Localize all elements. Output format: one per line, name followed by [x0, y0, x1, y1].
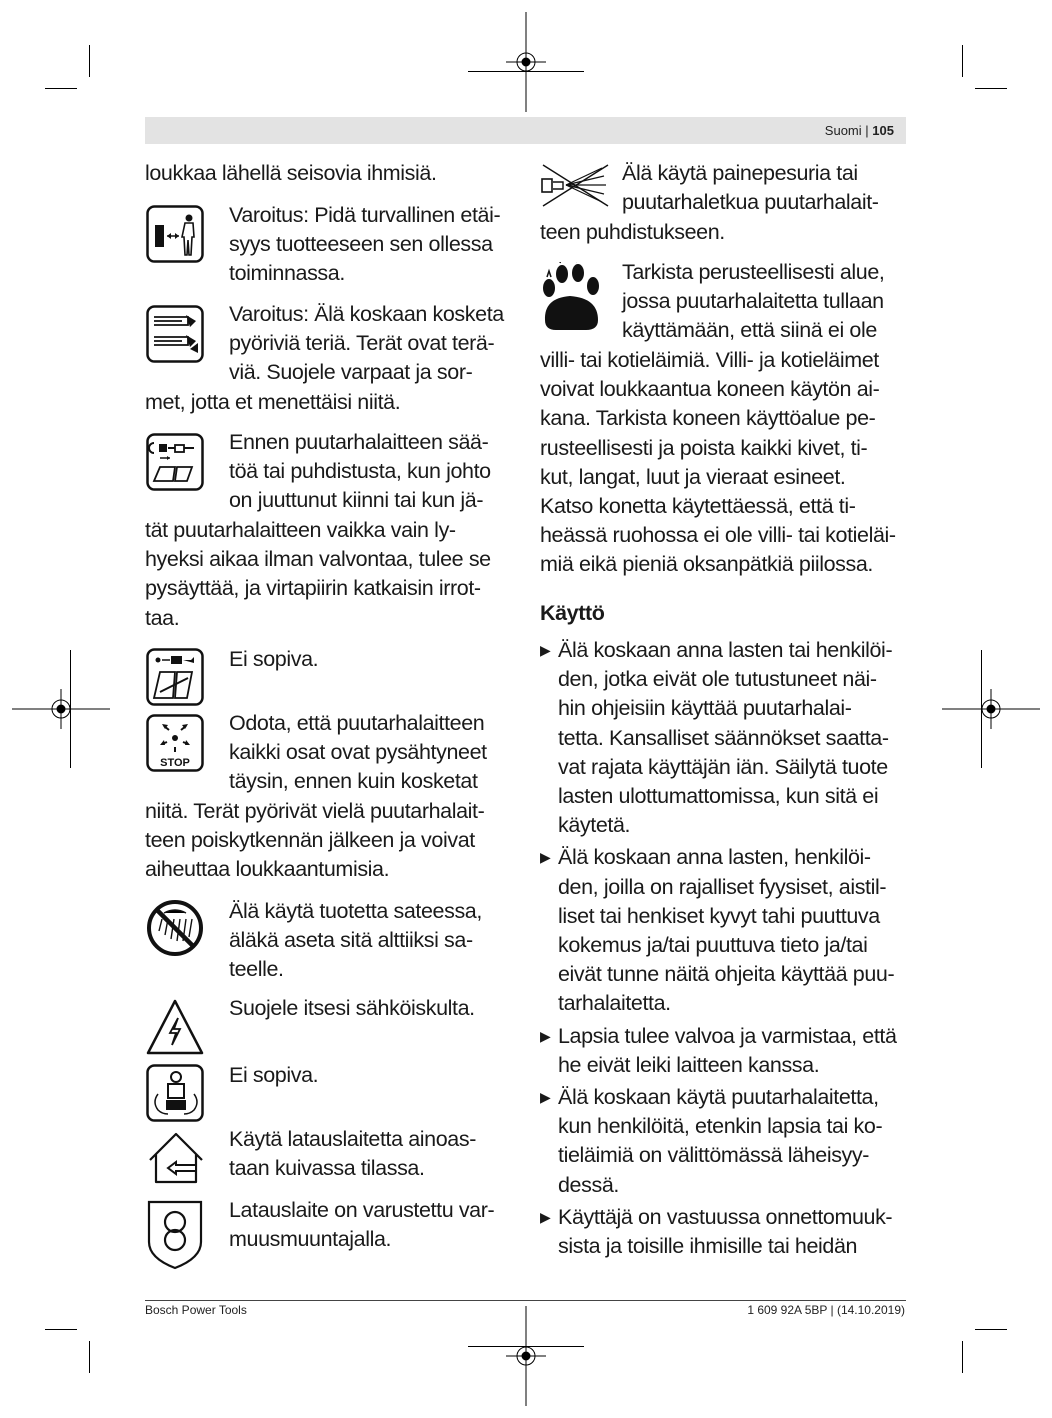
list-item — [540, 1203, 910, 1261]
item-stop-cont — [145, 797, 515, 885]
item-safe-distance — [229, 201, 519, 289]
text-line: Latauslaite on varustettu var- — [229, 1198, 495, 1222]
bullet-list — [540, 636, 910, 1261]
text-line: tät puutarhalaitteen vaikka vain ly- — [145, 518, 456, 542]
text-line: viä. Suojele varpaat ja sor- — [229, 360, 473, 385]
text-line: Älä koskaan anna lasten, henkilöi- — [558, 845, 871, 870]
text-line: Lapsia tulee valvoa ja varmistaa, että — [558, 1023, 897, 1048]
text-line: toiminnassa. — [229, 261, 345, 286]
text-line: teen poiskytkennän jälkeen ja voivat — [145, 828, 475, 853]
intro-line: loukkaa lähellä seisovia ihmisiä. — [145, 161, 437, 185]
text-line: vat rajata käyttäjän iän. Säilytä tuote — [558, 754, 888, 779]
text-line: töä tai puhdistusta, kun johto — [229, 459, 491, 484]
page-number: 105 — [872, 123, 894, 138]
text-line: heässä ruohossa ei ole villi- tai kotieläi- — [540, 523, 896, 548]
text-line: kana. Tarkista koneen käyttöalue pe- — [540, 406, 876, 431]
text-line: lasten ulottumattomissa, kun sitä ei — [558, 784, 879, 809]
text-line: villi- tai kotieläimiä. Villi- ja kotieläimet — [540, 348, 879, 372]
text-line: eivät tunne näitä ohjeita käyttää puu- — [558, 962, 895, 987]
footer-right: 1 609 92A 5BP | (14.10.2019) — [747, 1303, 905, 1317]
left-column — [145, 159, 515, 188]
text-line: pysäyttää, ja virtapiirin katkaisin irrot- — [145, 576, 481, 601]
text-line: tarhalaitetta. — [558, 991, 671, 1016]
text-line: hyeksi aikaa ilman valvontaa, tulee se — [145, 547, 491, 572]
text-line: Käytä latauslaitetta ainoas- — [229, 1127, 476, 1151]
text-line: teen puhdistukseen. — [540, 220, 725, 244]
item-rotating-blades — [229, 300, 519, 388]
text-line: met, jotta et menettäisi niitä. — [145, 390, 401, 414]
no-rain-icon — [146, 899, 204, 957]
header-separator: | — [865, 123, 869, 138]
text-line: on juuttunut kiinni tai kun jä- — [229, 488, 484, 513]
text-line: kaikki osat ovat pysähtyneet — [229, 740, 487, 765]
bullet-arrow-icon: ▶ — [540, 642, 551, 658]
text-line: den, joilla on rajalliset fyysiset, aistil- — [558, 874, 887, 899]
text-line: tieläimiä on välittömässä läheisyy- — [558, 1143, 870, 1168]
text-line: Ei sopiva. — [229, 1063, 319, 1087]
text-line: aiheuttaa loukkaantumisia. — [145, 857, 390, 882]
text-line: puutarhaletkua puutarhalait- — [622, 190, 879, 215]
text-line: den, jotka eivät ole tutustuneet näi- — [558, 667, 877, 692]
text-line: Varoitus: Pidä turvallinen etäi- — [229, 203, 501, 227]
no-pressure-washer-icon — [540, 162, 612, 210]
text-line: hin ohjeisiin käyttää puutarhalai- — [558, 696, 852, 721]
bullet-arrow-icon: ▶ — [540, 1027, 551, 1044]
text-line: rusteellisesti ja poista kaikki kivet, ti- — [540, 435, 868, 460]
not-applicable-icon — [146, 648, 204, 706]
item-indoor-charger — [229, 1125, 519, 1183]
item-pressure-washer — [622, 159, 912, 217]
item-rotating-blades-cont — [145, 388, 515, 417]
safe-distance-icon — [146, 205, 204, 263]
text-line: Käyttäjä on vastuussa onnettomuuk- — [558, 1204, 893, 1229]
text-line: Tarkista perusteellisesti alue, — [622, 260, 885, 284]
operator-icon — [146, 1064, 204, 1122]
text-line: miä eikä pieniä oksanpätkiä piilossa. — [540, 552, 873, 577]
item-operator — [229, 1061, 519, 1090]
footer-rule — [145, 1300, 906, 1301]
text-line: käyttämään, että siinä ei ole — [622, 318, 877, 343]
text-line: Katso konetta käytettäessä, että ti- — [540, 494, 856, 519]
text-line: teelle. — [229, 957, 284, 982]
text-line: käytetä. — [558, 813, 631, 838]
section-heading: Käyttö — [540, 601, 605, 625]
text-line: Älä koskaan käytä puutarhalaitetta, — [558, 1085, 879, 1110]
text-line: niitä. Terät pyörivät vielä puutarhalait- — [145, 799, 485, 823]
indoor-charger-icon — [146, 1128, 206, 1186]
bullet-arrow-icon: ▶ — [540, 1089, 551, 1106]
bullet-arrow-icon: ▶ — [540, 1208, 551, 1225]
list-item — [540, 1022, 910, 1080]
list-item — [540, 843, 910, 1018]
list-item — [540, 1083, 910, 1200]
stop-label: STOP — [160, 757, 190, 769]
item-unplug-cont — [145, 516, 515, 633]
bullet-arrow-icon: ▶ — [540, 849, 551, 866]
text-line: äläkä aseta sitä alttiiksi sa- — [229, 928, 473, 953]
text-line: kut, langat, luut ja vieraat esineet. — [540, 464, 846, 489]
text-line: Älä käytä painepesuria tai — [622, 161, 858, 185]
stop-icon — [146, 714, 204, 772]
text-line: syys tuotteeseen sen ollessa — [229, 232, 493, 257]
item-pressure-washer-cont — [540, 218, 910, 247]
text-line: muusmuuntajalla. — [229, 1227, 392, 1252]
section-name: Suomi — [824, 123, 862, 138]
item-electric-shock — [229, 994, 519, 1023]
text-line: kokemus ja/tai puuttuva tieto ja/tai — [558, 933, 868, 958]
text-line: sista ja toisille ihmisille tai heidän — [558, 1234, 858, 1259]
list-item — [540, 636, 910, 840]
item-stop — [229, 709, 519, 797]
text-line: kun henkilöitä, etenkin lapsia tai ko- — [558, 1114, 883, 1139]
item-animals-cont — [540, 346, 910, 580]
page-header — [825, 123, 894, 138]
item-not-applicable — [229, 645, 519, 674]
item-safety-transformer — [229, 1196, 519, 1254]
unplug-manual-icon — [146, 433, 204, 491]
footer-left: Bosch Power Tools — [145, 1303, 247, 1317]
text-line: Odota, että puutarhalaitteen — [229, 711, 485, 735]
item-no-rain — [229, 897, 519, 985]
text-line: taan kuivassa tilassa. — [229, 1156, 425, 1181]
text-line: jossa puutarhalaitetta tullaan — [622, 289, 884, 314]
safety-transformer-icon — [146, 1198, 204, 1270]
rotating-blades-icon — [146, 305, 204, 363]
text-line: he eivät leiki laitteen kanssa. — [558, 1052, 820, 1077]
text-line: Suojele itsesi sähköiskulta. — [229, 996, 475, 1020]
text-line: täysin, ennen kuin kosketat — [229, 769, 478, 794]
text-line: Ei sopiva. — [229, 647, 319, 671]
item-unplug — [229, 428, 519, 516]
text-line: Varoitus: Älä koskaan kosketa — [229, 302, 504, 326]
text-line: liset tai henkiset kyvyt tahi puuttuva — [558, 903, 880, 928]
text-line: dessä. — [558, 1172, 619, 1197]
item-animals — [622, 258, 912, 346]
text-line: Ennen puutarhalaitteen sää- — [229, 430, 489, 454]
electric-shock-icon — [144, 998, 206, 1056]
header-band — [145, 117, 906, 144]
animal-paw-icon — [540, 262, 604, 332]
text-line: voivat loukkaantua koneen käytön ai- — [540, 377, 880, 402]
text-line: tetta. Kansalliset säännökset saatta- — [558, 725, 889, 750]
text-line: taa. — [145, 605, 180, 630]
text-line: Älä käytä tuotetta sateessa, — [229, 899, 482, 923]
text-line: pyöriviä teriä. Terät ovat terä- — [229, 331, 495, 356]
text-line: Älä koskaan anna lasten tai henkilöi- — [558, 638, 893, 662]
